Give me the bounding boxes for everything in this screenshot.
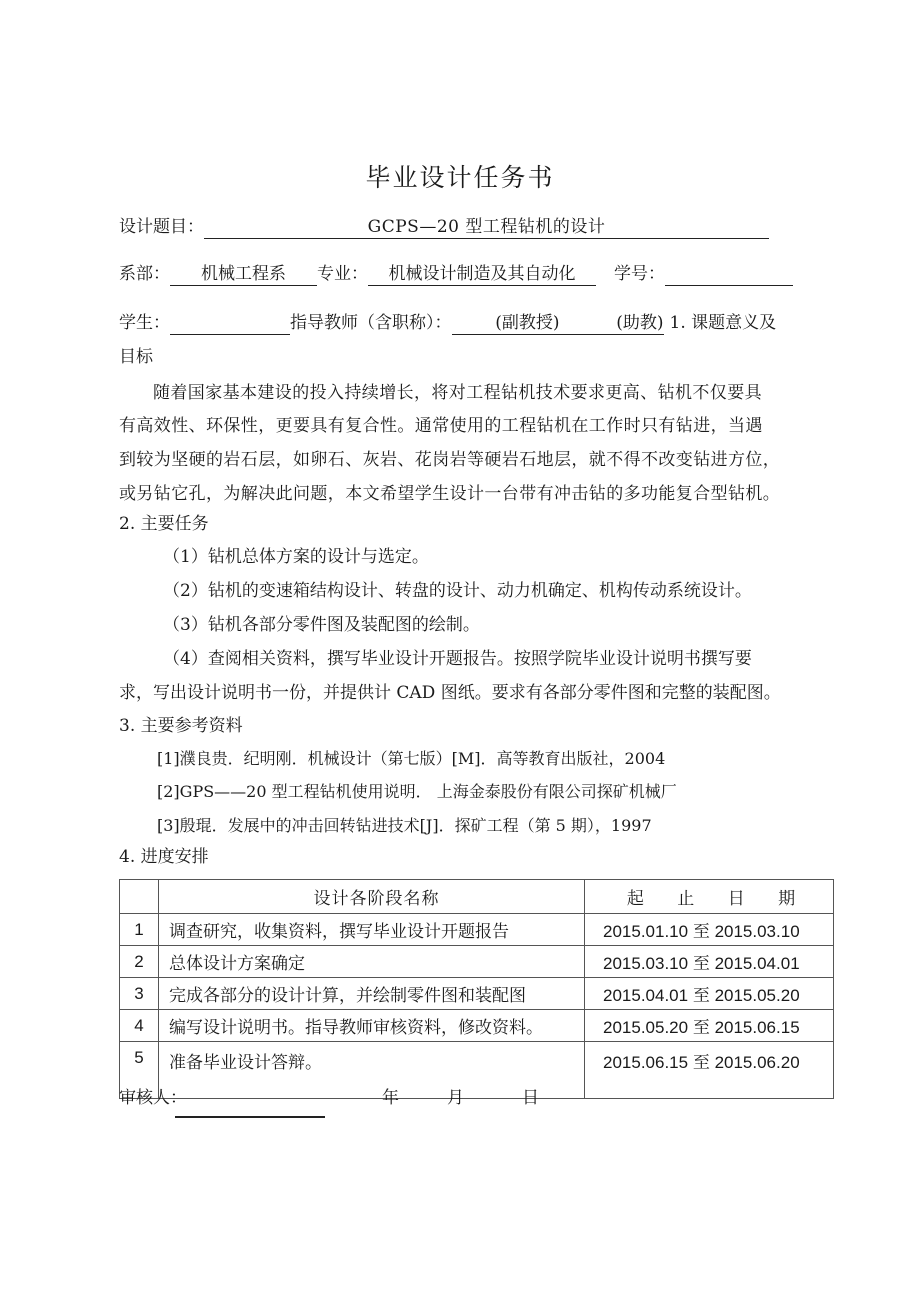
topic-label: 设计题目： <box>119 217 204 237</box>
para1-line-1: 随着国家基本建设的投入持续增长，将对工程钻机技术要求更高、钻机不仅要具 <box>153 383 762 403</box>
task-4: （4）查阅相关资料，撰写毕业设计开题报告。按照学院毕业设计说明书撰写要 <box>163 649 752 669</box>
row-to-word: 至 <box>692 954 710 974</box>
topic-value: GCPS—20 型工程钻机的设计 <box>204 216 769 239</box>
advisor-title-2: (助教) <box>560 312 664 335</box>
advisor-title-1: (副教授) <box>452 312 560 335</box>
row-date-range <box>585 1042 834 1099</box>
task-3: （3）钻机各部分零件图及装配图的绘制。 <box>163 615 480 635</box>
row-date-range <box>585 914 834 946</box>
row-start-date: 2015.06.15 <box>603 1053 689 1072</box>
table-row <box>120 1010 834 1042</box>
row-number: 2 <box>120 946 159 978</box>
row-number: 3 <box>120 978 159 1010</box>
row-start-date: 2015.01.10 <box>603 922 689 941</box>
row-to-word: 至 <box>692 922 710 942</box>
row-date-range <box>585 946 834 978</box>
section1-heading: 1. 课题意义及 <box>669 313 777 333</box>
dept-line <box>119 263 793 286</box>
schedule-table <box>119 879 834 1099</box>
table-row <box>120 946 834 978</box>
student-id-field <box>665 263 793 286</box>
reference-1: [1]濮良贵．纪明刚．机械设计（第七版）[M]．高等教育出版社，2004 <box>157 749 666 768</box>
row-stage-name: 编写设计说明书。指导教师审核资料，修改资料。 <box>159 1010 585 1042</box>
task-2: （2）钻机的变速箱结构设计、转盘的设计、动力机确定、机构传动系统设计。 <box>163 581 752 601</box>
major-value: 机械设计制造及其自动化 <box>368 263 596 286</box>
reviewer-year: 年 <box>382 1088 399 1108</box>
task-1: （1）钻机总体方案的设计与选定。 <box>163 547 429 567</box>
dept-value: 机械工程系 <box>170 263 317 286</box>
row-date-range <box>585 1010 834 1042</box>
row-end-date: 2015.04.01 <box>714 954 800 973</box>
header-date-range: 起 止 日 期 <box>585 880 834 914</box>
row-number: 5 <box>120 1042 159 1099</box>
dept-label: 系部： <box>119 264 170 284</box>
student-id-label: 学号： <box>614 264 665 284</box>
row-to-word: 至 <box>692 1018 710 1038</box>
table-row <box>120 1042 834 1099</box>
para1-line-3: 到较为坚硬的岩石层，如卵石、灰岩、花岗岩等硬岩石地层，就不得不改变钻进方位， <box>119 450 781 470</box>
document-title: 毕业设计任务书 <box>365 163 555 192</box>
para1-line-4: 或另钻它孔，为解决此问题，本文希望学生设计一台带有冲击钻的多功能复合型钻机。 <box>119 484 781 504</box>
reviewer-label: 审核人： <box>119 1088 187 1108</box>
row-to-word: 至 <box>692 1053 710 1073</box>
row-end-date: 2015.06.20 <box>714 1053 800 1072</box>
table-row <box>120 914 834 946</box>
task-4-continued: 求，写出设计说明书一份，并提供计 CAD 图纸。要求有各部分零件图和完整的装配图。 <box>119 683 781 703</box>
row-stage-name: 准备毕业设计答辩。 <box>159 1042 585 1099</box>
section1-heading-tail: 目标 <box>119 347 153 367</box>
section4-heading: 4. 进度安排 <box>119 847 209 867</box>
reference-3: [3]殷琨．发展中的冲击回转钻进技术[J]．探矿工程（第 5 期），1997 <box>157 816 652 835</box>
row-number: 4 <box>120 1010 159 1042</box>
row-stage-name: 总体设计方案确定 <box>159 946 585 978</box>
student-name-field <box>170 312 290 335</box>
row-end-date: 2015.05.20 <box>714 986 800 1005</box>
header-no-cell <box>120 880 159 914</box>
section3-heading: 3. 主要参考资料 <box>119 716 243 736</box>
header-stage-name: 设计各阶段名称 <box>159 880 585 914</box>
student-line <box>119 312 776 335</box>
major-label: 专业： <box>317 264 368 284</box>
row-date-range <box>585 978 834 1010</box>
table-row <box>120 978 834 1010</box>
row-stage-name: 调查研究，收集资料，撰写毕业设计开题报告 <box>159 914 585 946</box>
reviewer-month: 月 <box>447 1088 464 1108</box>
row-start-date: 2015.04.01 <box>603 986 689 1005</box>
topic-line <box>119 216 769 239</box>
row-start-date: 2015.05.20 <box>603 1018 689 1037</box>
schedule-header-row <box>120 880 834 914</box>
row-to-word: 至 <box>692 986 710 1006</box>
reference-2: [2]GPS——20 型工程钻机使用说明． 上海金泰股份有限公司探矿机械厂 <box>157 782 677 801</box>
row-start-date: 2015.03.10 <box>603 954 689 973</box>
row-number: 1 <box>120 914 159 946</box>
row-end-date: 2015.03.10 <box>714 922 800 941</box>
section2-heading: 2. 主要任务 <box>119 514 209 534</box>
para1-line-2: 有高效性、环保性，更要具有复合性。通常使用的工程钻机在工作时只有钻进，当遇 <box>119 416 763 436</box>
row-stage-name: 完成各部分的设计计算，并绘制零件图和装配图 <box>159 978 585 1010</box>
row-end-date: 2015.06.15 <box>714 1018 800 1037</box>
reviewer-signature-line <box>175 1116 325 1118</box>
advisor-label: 指导教师（含职称）： <box>290 313 452 333</box>
reviewer-day: 日 <box>522 1088 539 1108</box>
student-label: 学生： <box>119 313 170 333</box>
